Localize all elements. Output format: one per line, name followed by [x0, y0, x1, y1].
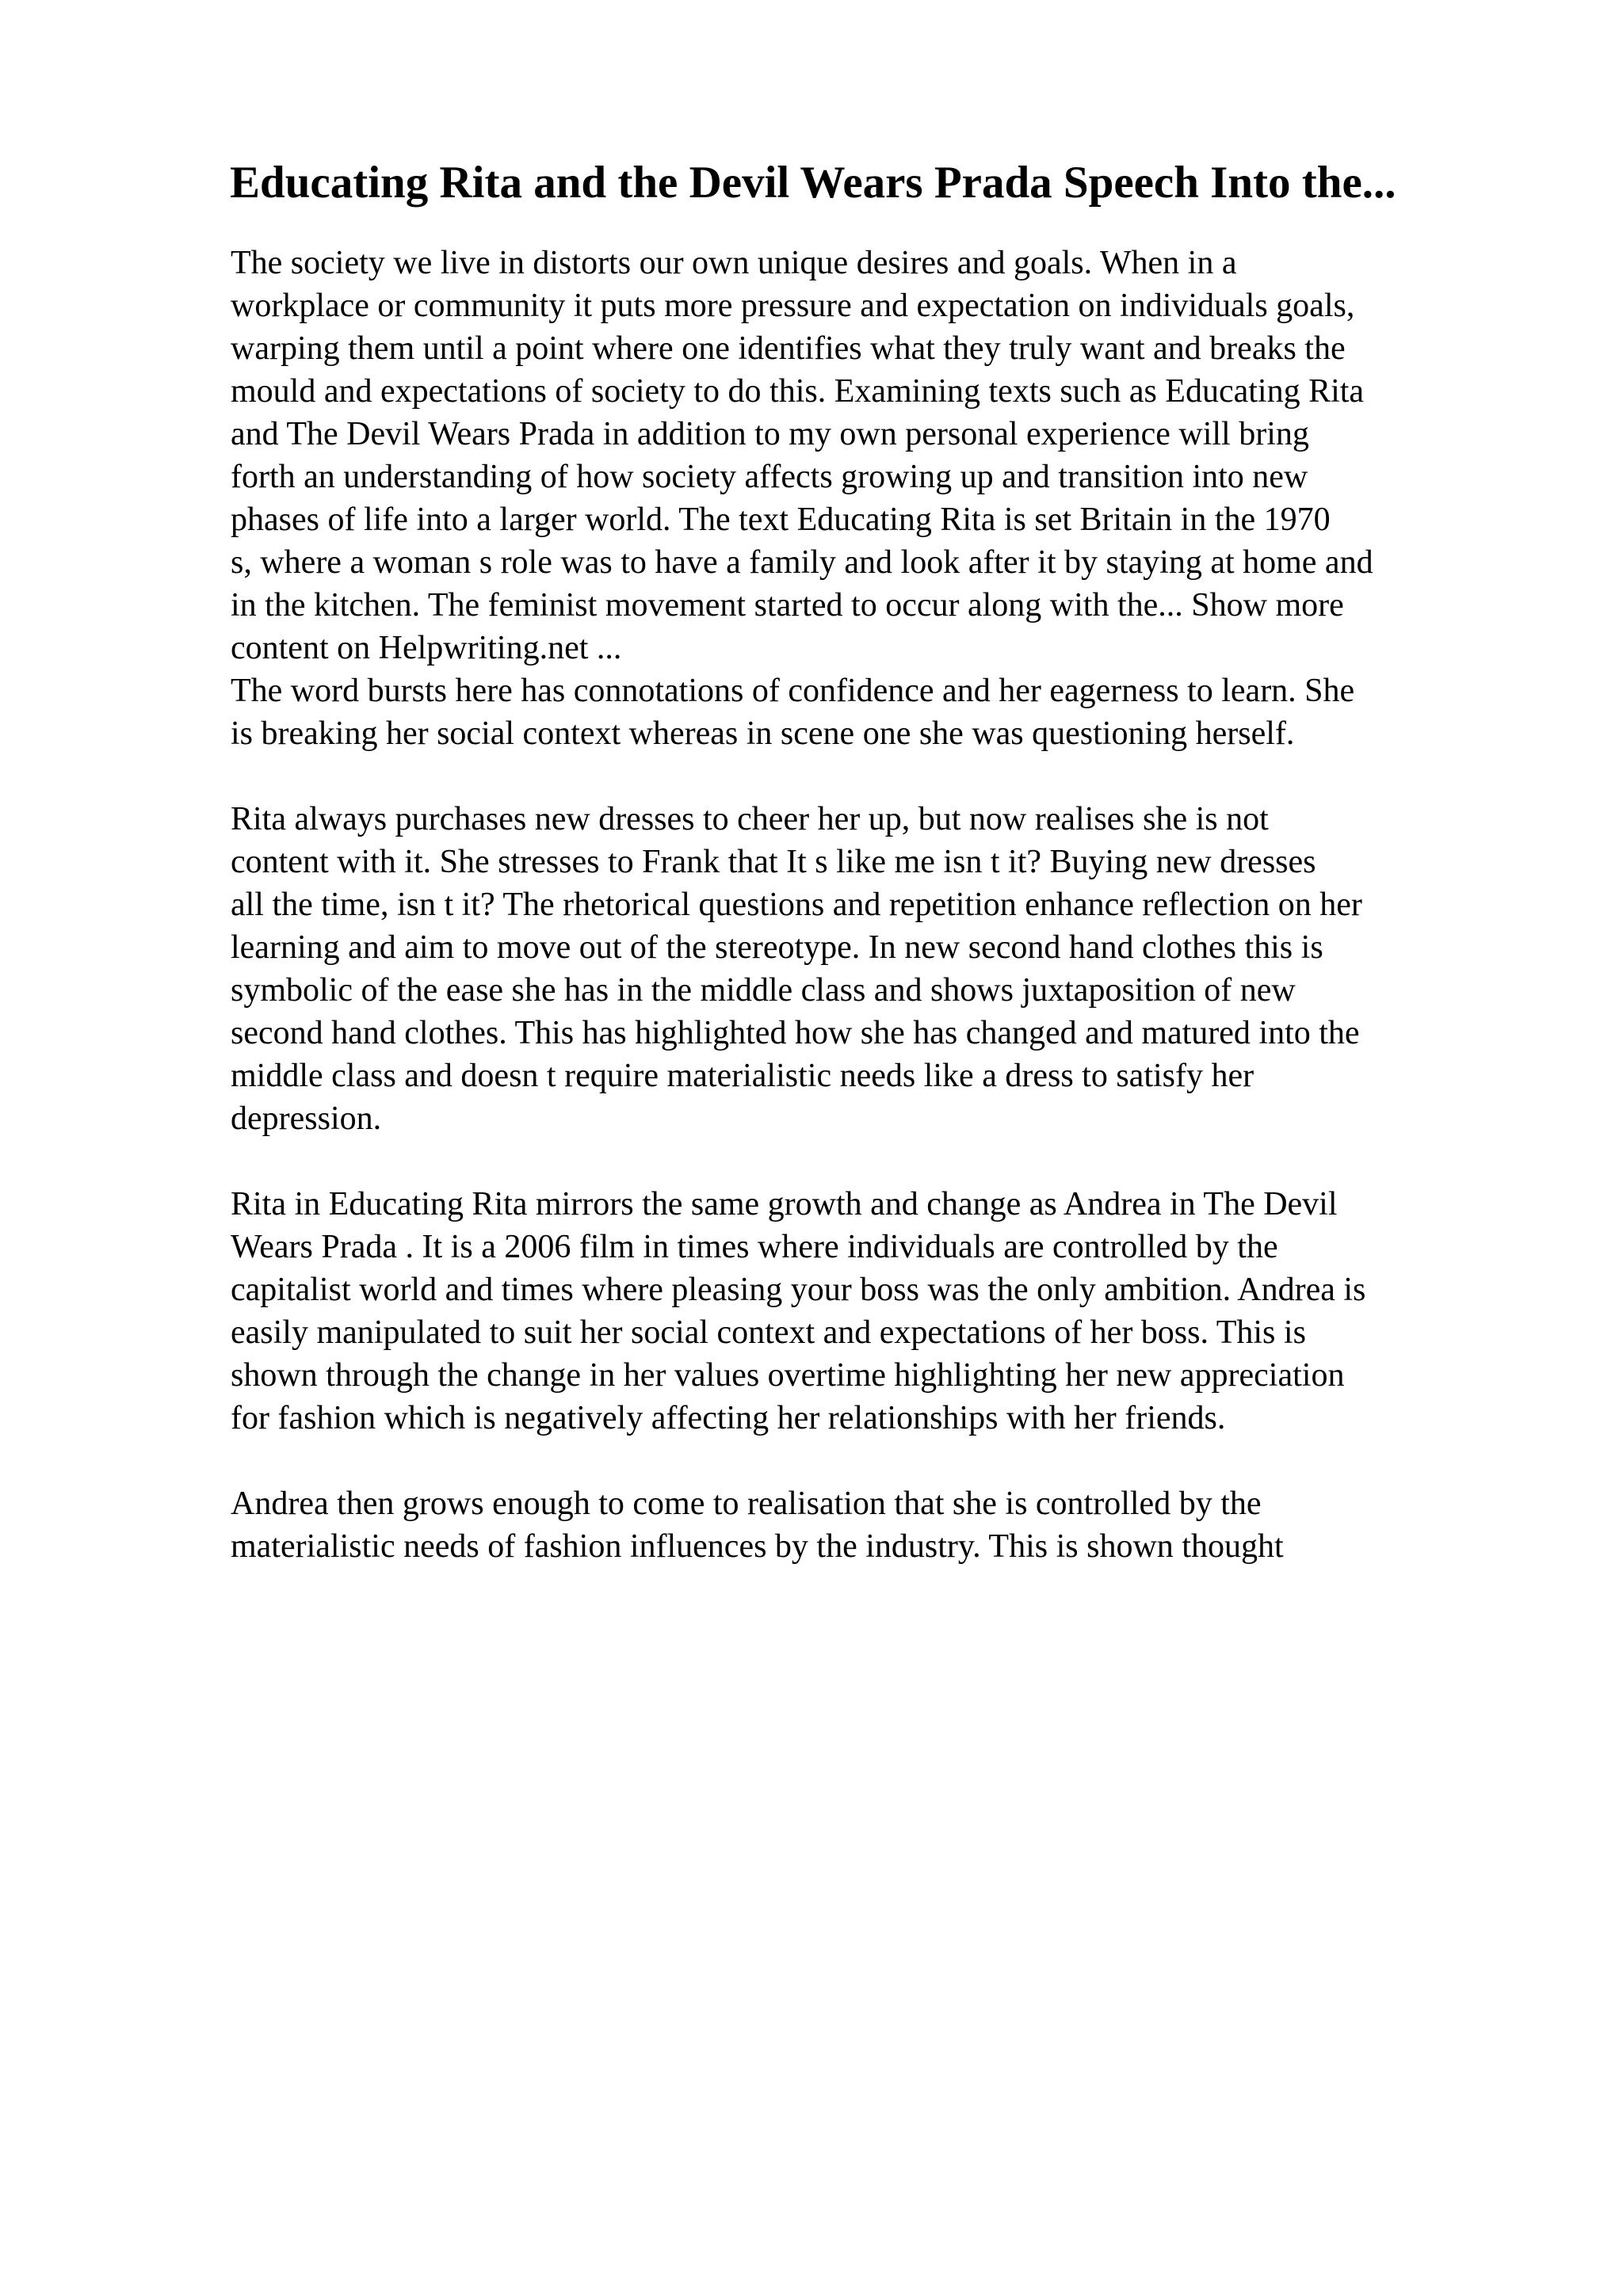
paragraph-3	[231, 798, 1514, 1140]
document-title: Educating Rita and the Devil Wears Prada Speech Into the...	[230, 158, 1396, 208]
text-line: symbolic of the ease she has in the middle class and shows juxtaposition of new	[231, 972, 1296, 1009]
paragraph-1	[231, 242, 1514, 669]
text-line: materialistic needs of fashion influences by the industry. This is shown thought	[231, 1528, 1284, 1565]
text-line: all the time, isn t it? The rhetorical questions and repetition enhance reflection on her	[231, 887, 1362, 923]
text-line: mould and expectations of society to do this. Examining texts such as Educating Rita	[231, 373, 1365, 410]
paragraph-spacer	[231, 1440, 1514, 1482]
document-body	[231, 242, 1514, 1568]
text-line: phases of life into a larger world. The text Educating Rita is set Britain in the 1970	[231, 502, 1331, 538]
text-line: The society we live in distorts our own unique desires and goals. When in a	[231, 245, 1237, 281]
paragraph-5	[231, 1482, 1514, 1568]
text-line: The word bursts here has connotations of confidence and her eagerness to learn. She	[231, 673, 1355, 709]
text-line: middle class and doesn t require materialistic needs like a dress to satisfy her	[231, 1058, 1254, 1094]
text-line: for fashion which is negatively affecting her relationships with her friends.	[231, 1400, 1226, 1436]
text-line: forth an understanding of how society affects growing up and transition into new	[231, 459, 1308, 495]
text-line: warping them until a point where one identifies what they truly want and breaks the	[231, 330, 1346, 367]
text-line: in the kitchen. The feminist movement started to occur along with the... Show more	[231, 587, 1344, 624]
text-line: Wears Prada . It is a 2006 film in times where individuals are controlled by the	[231, 1229, 1278, 1265]
text-line: workplace or community it puts more pressure and expectation on individuals goals,	[231, 288, 1355, 324]
text-line: and The Devil Wears Prada in addition to my own personal experience will bring	[231, 416, 1309, 452]
paragraph-4	[231, 1183, 1514, 1440]
text-line: shown through the change in her values overtime highlighting her new appreciation	[231, 1357, 1345, 1394]
text-line: Rita in Educating Rita mirrors the same growth and change as Andrea in The Devil	[231, 1186, 1338, 1222]
paragraph-spacer	[231, 755, 1514, 798]
text-line: learning and aim to move out of the stereotype. In new second hand clothes this is	[231, 929, 1323, 966]
text-line: easily manipulated to suit her social context and expectations of her boss. This is	[231, 1314, 1306, 1351]
paragraph-2	[231, 669, 1514, 755]
text-line: capitalist world and times where pleasing your boss was the only ambition. Andrea is	[231, 1272, 1366, 1308]
text-line: content on Helpwriting.net ...	[231, 630, 622, 666]
text-line: depression.	[231, 1100, 382, 1137]
text-line: is breaking her social context whereas in scene one she was questioning herself.	[231, 715, 1295, 752]
paragraph-spacer	[231, 1140, 1514, 1183]
text-line: Rita always purchases new dresses to cheer her up, but now realises she is not	[231, 801, 1269, 837]
text-line: Andrea then grows enough to come to realisation that she is controlled by the	[231, 1486, 1262, 1522]
text-line: content with it. She stresses to Frank that It s like me isn t it? Buying new dresses	[231, 844, 1316, 880]
text-line: second hand clothes. This has highlighted how she has changed and matured into the	[231, 1015, 1360, 1051]
text-line: s, where a woman s role was to have a family and look after it by staying at home and	[231, 544, 1373, 581]
